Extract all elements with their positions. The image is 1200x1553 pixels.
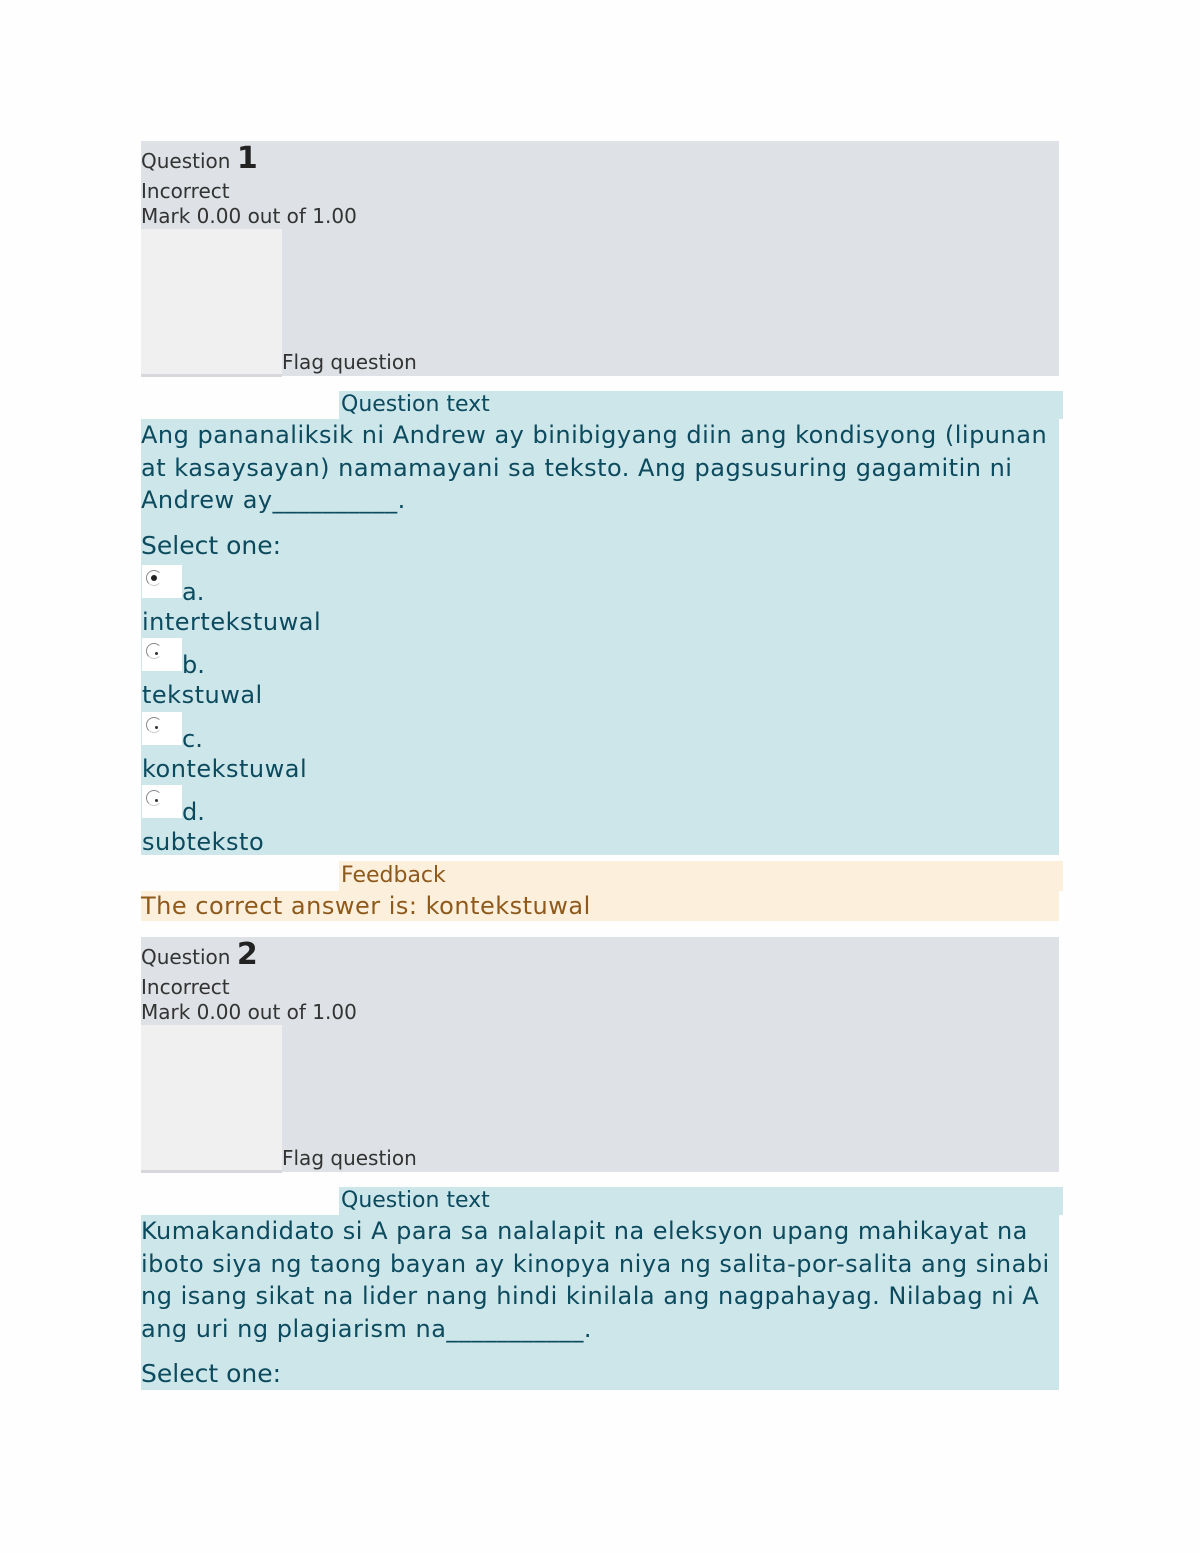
radio-button-c[interactable]	[142, 712, 182, 745]
answer-letter: a.	[182, 577, 205, 606]
select-one-prompt: Select one:	[141, 530, 282, 560]
radio-button-a[interactable]	[142, 565, 182, 598]
flag-icon[interactable]	[141, 229, 282, 377]
answer-option-d[interactable]	[141, 785, 1059, 859]
question-number	[141, 937, 258, 973]
question-2-info	[141, 937, 1059, 1172]
answer-text: intertekstuwal	[142, 607, 322, 636]
question-text-label: Question text	[339, 391, 1063, 419]
question-state: Incorrect	[141, 975, 230, 999]
answer-text: tekstuwal	[142, 681, 263, 709]
question-1-info	[141, 141, 1059, 376]
question-label: Question	[141, 149, 231, 173]
radio-button-b[interactable]	[142, 638, 182, 671]
answer-text: kontekstuwal	[142, 754, 308, 783]
answer-option-a[interactable]	[141, 565, 1059, 639]
answer-list	[141, 565, 1059, 859]
question-grade: Mark 0.00 out of 1.00	[141, 204, 357, 228]
flag-question-link[interactable]: Flag question	[282, 1146, 417, 1170]
answer-letter: b.	[182, 651, 205, 679]
feedback-label: Feedback	[339, 861, 1063, 891]
feedback-text: The correct answer is: kontekstuwal	[141, 891, 1059, 921]
question-number-value: 2	[236, 937, 258, 972]
question-state: Incorrect	[141, 179, 230, 203]
question-label: Question	[141, 945, 231, 969]
question-text-label: Question text	[339, 1187, 1063, 1215]
question-text: Kumakandidato si A para sa nalalapit na eleksyon upang mahikayat na iboto siya ng taong bayan ay kinopya niya ng salita-por-salita ang sinabi ng isang sikat na lider nang hindi kinilala ang nagpahayag. Nilabag ni A ang uri ng plagiarism na___________.	[141, 1217, 1050, 1343]
question-1-content	[141, 419, 1059, 855]
answer-option-b[interactable]	[141, 638, 1059, 712]
flag-question-link[interactable]: Flag question	[282, 350, 417, 374]
question-text: Ang pananaliksik ni Andrew ay binibigyang diin ang kondisyong (lipunan at kasaysayan) namamayani sa teksto. Ang pagsusuring gagamitin ni Andrew ay__________.	[141, 421, 1048, 514]
radio-unchecked-icon	[146, 717, 162, 733]
answer-letter: d.	[182, 798, 205, 826]
radio-button-d[interactable]	[142, 785, 182, 818]
radio-checked-icon	[146, 570, 162, 586]
answer-letter: c.	[182, 724, 203, 753]
answer-option-c[interactable]	[141, 712, 1059, 786]
question-number-value: 1	[236, 141, 258, 176]
radio-unchecked-icon	[146, 790, 162, 806]
question-2-content	[141, 1215, 1059, 1390]
answer-text: subteksto	[142, 828, 265, 856]
question-grade: Mark 0.00 out of 1.00	[141, 1000, 357, 1024]
flag-icon[interactable]	[141, 1025, 282, 1173]
select-one-prompt: Select one:	[141, 1359, 282, 1388]
radio-unchecked-icon	[146, 643, 162, 659]
question-number	[141, 141, 258, 177]
